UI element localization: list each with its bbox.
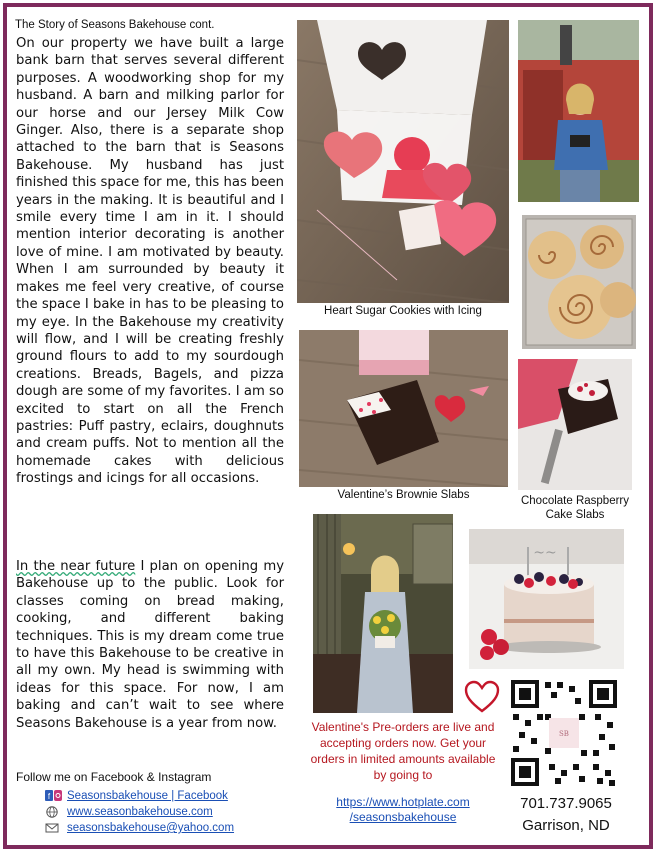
email-link[interactable] — [45, 820, 234, 836]
photo-cake-slab — [518, 359, 632, 490]
svg-text:SB: SB — [559, 730, 569, 738]
hotplate-link[interactable]: https://www.hotplate.com /seasonsbakehouse — [336, 795, 470, 824]
photo-woman-bakehouse — [313, 514, 453, 713]
photo-brownie-slabs — [299, 330, 508, 487]
photo-heart-cookies — [297, 20, 509, 303]
contact-info — [507, 793, 625, 837]
photo-cinnamon-rolls — [522, 215, 636, 349]
phone-number: 701.737.9065 — [520, 795, 612, 812]
qr-code — [509, 678, 619, 788]
facebook-link[interactable] — [45, 788, 234, 804]
story-paragraph: On our property we have built a large bank barn that serves several different purposes. A woodworking shop for my husband. A barn and milking parlor for our horse and our Jersey Milk Cow Ginger. Also, there is a separate shop attached to the barn that is Seasons Bakehouse. My husband has just finished this space for me, this has been years in the making. It is beautiful and I smile every time I am in it. I should mention interior decorating is another love of mine. I am motivated by beauty. When I am surrounded by beauty it makes me feel very creative, of course the space I bake in has to be pleasing to my eye. In the Bakehouse my creativity will flow, and I will be creating freshly ground flours to add to my sourdough creations. Breads, Bagels, and pizza dough are some of my favorites. I am so excited to start on all the French pastries: Puff pastry, eclairs, doughnuts and cream puffs. Not to mention all the homemade cakes with delicious frostings and icings for all occasions. — [16, 36, 284, 487]
story-future-rest: I plan on opening my Bakehouse up to the public. Look for classes coming on bread making, cooking, and different baking techniques. This is my dream come true to have this Bakehouse to be creative in all my own. My head is swimming with ideas for this space. For now, I am baking and can’t wait to see where Seasons Bakehouse is a year from now. — [16, 559, 284, 731]
photo-celebration-cake — [469, 529, 624, 669]
photo-woman-tractor — [518, 20, 639, 202]
page-heading: The Story of Seasons Bakehouse cont. — [15, 19, 215, 31]
svg-text:f: f — [47, 792, 51, 801]
website-link[interactable] — [45, 804, 234, 820]
envelope-icon — [45, 822, 59, 834]
facebook-link-text: Seasonsbakehouse | Facebook — [67, 790, 228, 802]
caption-heart-cookies: Heart Sugar Cookies with Icing — [324, 305, 482, 317]
facebook-instagram-icon — [45, 790, 63, 802]
story-paragraph-future — [16, 558, 284, 732]
follow-heading: Follow me on Facebook & Instagram — [16, 770, 212, 784]
contact-links — [45, 788, 234, 836]
preorder-promo: Valentine's Pre-orders are live and accepting orders now. Get your orders in limited amounts available by going to — [310, 720, 496, 782]
heart-icon — [464, 680, 500, 714]
svg-text:~~: ~~ — [533, 545, 557, 561]
caption-cake-slabs: Chocolate Raspberry Cake Slabs — [520, 495, 630, 521]
story-future-lead: In the near future — [16, 559, 136, 574]
location: Garrison, ND — [522, 817, 610, 834]
caption-brownie-slabs: Valentine’s Brownie Slabs — [337, 489, 470, 501]
globe-icon — [45, 806, 59, 818]
email-link-text: seasonsbakehouse@yahoo.com — [67, 822, 235, 834]
website-link-text: www.seasonbakehouse.com — [67, 806, 213, 818]
